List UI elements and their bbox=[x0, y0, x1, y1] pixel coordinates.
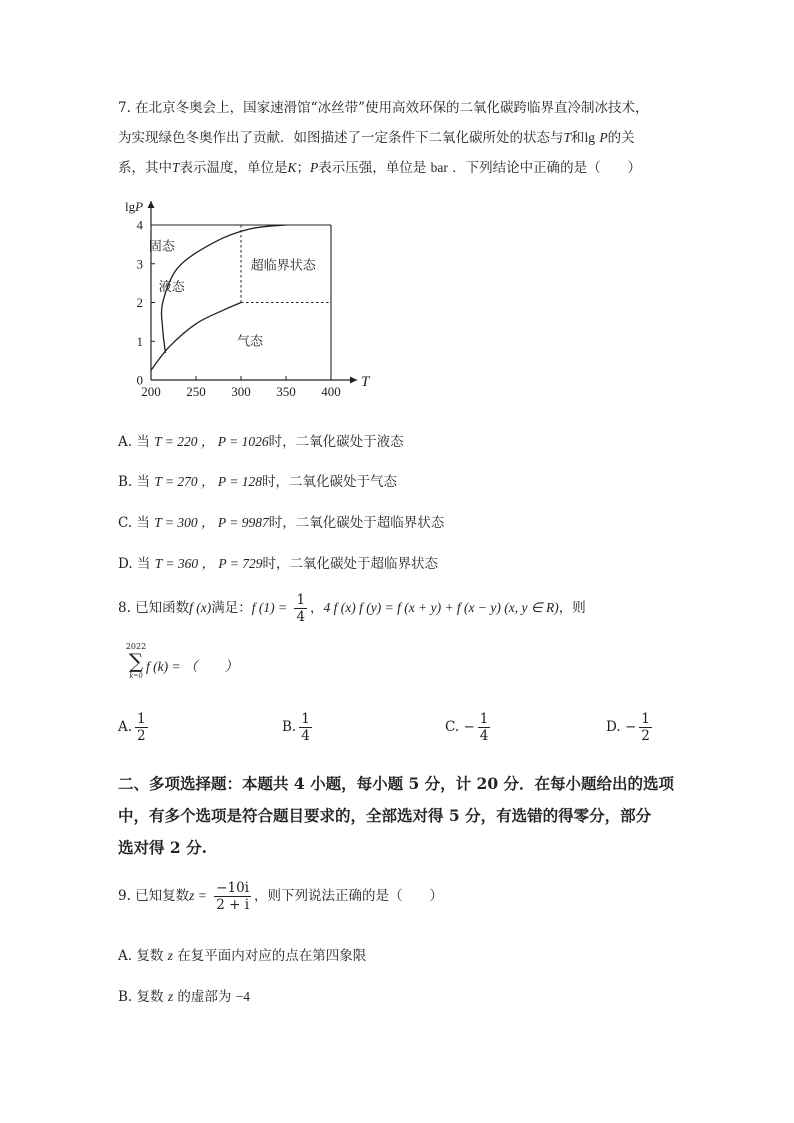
section-2-heading-line-1: 二、多项选择题：本题共 4 小题，每小题 5 分，计 20 分．在每小题给出的选项 bbox=[118, 774, 675, 793]
q8-option-a[interactable]: A. $\frac{1}{2}$ bbox=[118, 711, 146, 744]
x-axis-label: T bbox=[361, 374, 370, 390]
q7-option-b[interactable]: B. 当 T = 270 ， P = 128时，二氧化碳处于气态 bbox=[118, 474, 398, 490]
y-tick-label: 2 bbox=[136, 295, 143, 310]
q8-summation: 2022 ∑ k=0 bbox=[125, 642, 147, 680]
phase-curve-gas-liquid-boundary bbox=[151, 303, 241, 371]
q7-option-d[interactable]: D. 当 T = 360 ， P = 729时，二氧化碳处于超临界状态 bbox=[118, 556, 438, 572]
region-label: 固态 bbox=[148, 239, 175, 255]
section-2-heading-line-3: 选对得 2 分. bbox=[118, 838, 207, 857]
y-axis-label-p: P bbox=[135, 199, 144, 214]
q9-stem: 9. 已知复数z = $\frac{-10i}{2 + i}$ ，则下列说法正确的是（ ） bbox=[118, 880, 444, 913]
phase-diagram bbox=[115, 193, 375, 408]
y-tick-label: 1 bbox=[136, 333, 143, 349]
x-tick-label: 250 bbox=[186, 384, 206, 399]
q8-option-b[interactable]: B. $\frac{1}{4}$ bbox=[282, 711, 310, 744]
q8-option-c[interactable]: C. − $\frac{1}{4}$ bbox=[445, 711, 489, 744]
q8-sum-expr: f (k) = （ ） bbox=[146, 659, 238, 674]
y-tick-label: 4 bbox=[136, 217, 143, 233]
q8-option-d[interactable]: D. − $\frac{1}{2}$ bbox=[606, 711, 650, 744]
x-tick-label: 300 bbox=[231, 384, 251, 399]
region-label: 气态 bbox=[236, 334, 264, 350]
q9-option-a[interactable]: A. 复数 z 在复平面内对应的点在第四象限 bbox=[118, 948, 367, 964]
q7-line-3: 系，其中T表示温度，单位是K；P表示压强，单位是 bar ．下列结论中正确的是（ ） bbox=[118, 160, 642, 176]
region-label: 液态 bbox=[158, 280, 185, 295]
x-tick-label: 350 bbox=[276, 384, 296, 399]
x-tick-label: 400 bbox=[321, 384, 341, 399]
q7-line-1: 7. 在北京冬奥会上，国家速滑馆“冰丝带”使用高效环保的二氧化碳跨临界直冷制冰技术， bbox=[118, 100, 649, 116]
y-tick-label: 0 bbox=[136, 372, 143, 388]
y-tick-label: 3 bbox=[136, 256, 143, 272]
region-label: 超临界状态 bbox=[250, 258, 316, 274]
y-axis-label: lgP bbox=[125, 199, 144, 214]
x-tick-label: 200 bbox=[141, 384, 161, 399]
q9-fraction: $\frac{-10i}{2 + i}$ bbox=[216, 880, 250, 913]
q7-line-2: 为实现绿色冬奥作出了贡献．如图描述了一定条件下二氧化碳所处的状态与T和lg P的关 bbox=[118, 130, 635, 146]
q9-option-b[interactable]: B. 复数 z 的虚部为 −4 bbox=[118, 989, 251, 1005]
q7-option-c[interactable]: C. 当 T = 300 ， P = 9987时，二氧化碳处于超临界状态 bbox=[118, 515, 445, 531]
section-2-heading-line-2: 中，有多个选项是符合题目要求的，全部选对得 5 分，有选错的得零分，部分 bbox=[118, 806, 652, 825]
q7-option-a[interactable]: A. 当 T = 220 ， P = 1026时，二氧化碳处于液态 bbox=[118, 434, 404, 450]
q8-line-1: 8. 已知函数f (x)满足：f (1) = $\frac{1}{4}$ ，4 f (x) f (y) = f (x + y) + f (x − y) (x, y ∈ R)，则 bbox=[118, 592, 586, 625]
q8-fraction: $\frac{1}{4}$ bbox=[296, 592, 306, 625]
